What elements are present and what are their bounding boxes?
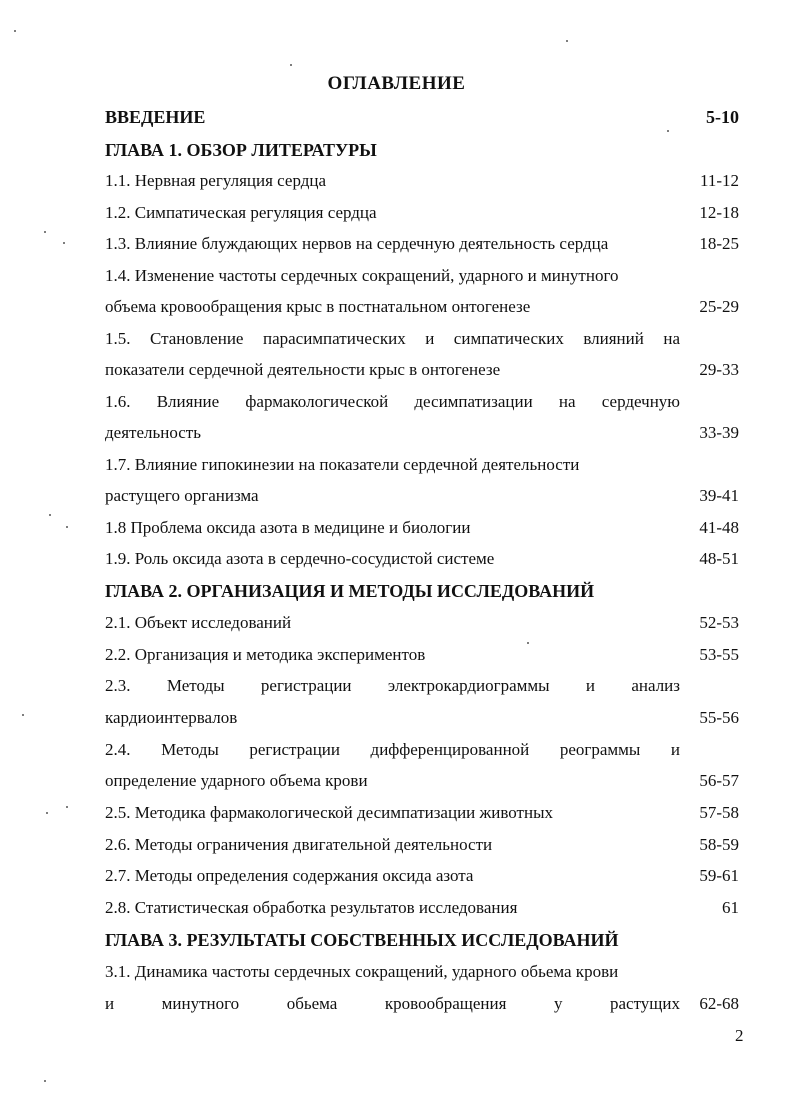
scan-speck: [44, 231, 46, 233]
toc-entry-page: 12-18: [699, 203, 739, 222]
toc-entry-text: 2.2. Организация и методика экспериментов: [105, 645, 426, 664]
toc-entry-page: 11-12: [699, 171, 739, 190]
scan-speck: [566, 40, 568, 42]
toc-entry-page: 18-25: [699, 234, 739, 253]
toc-entry: [105, 294, 739, 320]
toc-entry-page: 5-10: [706, 107, 739, 127]
toc-entry: [105, 168, 739, 194]
toc-entry: [105, 231, 739, 257]
toc-entry-text: и минутного обьема кровообращения у растущих: [105, 994, 680, 1013]
scan-speck: [667, 130, 669, 132]
toc-entry-text: 1.7. Влияние гипокинезии на показатели сердечной деятельности: [105, 455, 580, 474]
toc-entry: [105, 420, 739, 446]
scan-speck: [14, 30, 16, 32]
toc-heading: [105, 927, 739, 953]
toc-entry-text: ВВЕДЕНИЕ: [105, 107, 206, 127]
toc-entry: [105, 642, 739, 668]
scan-speck: [49, 514, 51, 516]
toc-entry: [105, 610, 739, 636]
toc-entry-page: 48-51: [699, 549, 739, 568]
toc-heading: [105, 104, 739, 130]
toc-entry: [105, 895, 739, 921]
toc-entry-page: 33-39: [699, 423, 739, 442]
toc-entry-text: 2.8. Статистическая обработка результатов исследования: [105, 898, 518, 917]
toc-entry: [105, 546, 739, 572]
toc-entry-page: 56-57: [699, 771, 739, 790]
toc-entry: [105, 768, 739, 794]
scan-speck: [44, 1080, 46, 1082]
toc-entry-text: ГЛАВА 3. РЕЗУЛЬТАТЫ СОБСТВЕННЫХ ИССЛЕДОВАНИЙ: [105, 930, 619, 950]
toc-entry: [105, 326, 739, 352]
toc-entry: [105, 200, 739, 226]
toc-entry: [105, 959, 739, 985]
toc-entry-text: растущего организма: [105, 486, 259, 505]
toc-entry-page: 55-56: [699, 708, 739, 727]
toc-entry: [105, 800, 739, 826]
toc-entry-text: показатели сердечной деятельности крыс в онтогенезе: [105, 360, 501, 379]
page-number: 2: [735, 1026, 744, 1045]
toc-entry: [105, 737, 739, 763]
toc-entry-text: 2.3. Методы регистрации электрокардиограммы и анализ: [105, 676, 680, 695]
scan-speck: [66, 526, 68, 528]
toc-entry-page: 62-68: [699, 994, 739, 1013]
toc-entry-page: 57-58: [699, 803, 739, 822]
toc-entry: [105, 863, 739, 889]
toc-entry-text: 2.1. Объект исследований: [105, 613, 292, 632]
toc-entry-page: 61: [722, 898, 739, 917]
scan-speck: [22, 714, 24, 716]
toc-entry: [105, 832, 739, 858]
scan-speck: [63, 242, 65, 244]
toc-entry-text: 1.9. Роль оксида азота в сердечно-сосудистой системе: [105, 549, 495, 568]
toc-entry-page: 39-41: [699, 486, 739, 505]
toc-entry-page: 58-59: [699, 835, 739, 854]
toc-entry-text: 2.5. Методика фармакологической десимпатизации животных: [105, 803, 554, 822]
toc-entry-text: 3.1. Динамика частоты сердечных сокращений, ударного обьема крови: [105, 962, 619, 981]
toc-entry: [105, 515, 739, 541]
toc-entry-text: кардиоинтервалов: [105, 708, 238, 727]
toc-entry: [105, 357, 739, 383]
toc-entry-text: 1.6. Влияние фармакологической десимпатизации на сердечную: [105, 392, 680, 411]
toc-entry: [105, 263, 739, 289]
toc-entry-page: 29-33: [699, 360, 739, 379]
toc-entry-text: объема кровообращения крыс в постнатальном онтогенезе: [105, 297, 531, 316]
toc-heading: [105, 578, 739, 604]
toc-entry-text: 2.6. Методы ограничения двигательной деятельности: [105, 835, 493, 854]
page-title: ОГЛАВЛЕНИЕ: [327, 73, 466, 94]
scan-speck: [46, 812, 48, 814]
toc-entry-page: 25-29: [699, 297, 739, 316]
toc-entry: [105, 991, 739, 1017]
toc-entry-text: 1.8 Проблема оксида азота в медицине и биологии: [105, 518, 471, 537]
toc-entry-text: 1.4. Изменение частоты сердечных сокращений, ударного и минутного: [105, 266, 619, 285]
toc-entry: [105, 389, 739, 415]
scan-speck: [527, 642, 529, 644]
toc-entry-page: 41-48: [699, 518, 739, 537]
toc-entry-text: ГЛАВА 1. ОБЗОР ЛИТЕРАТУРЫ: [105, 140, 377, 160]
toc-entry-page: 53-55: [699, 645, 739, 664]
toc-entry-page: 59-61: [699, 866, 739, 885]
toc-entry-text: 1.3. Влияние блуждающих нервов на сердечную деятельность сердца: [105, 234, 609, 253]
scan-speck: [290, 64, 292, 66]
toc-entry-text: деятельность: [105, 423, 201, 442]
toc-entry-text: 1.5. Становление парасимпатических и симпатических влияний на: [105, 329, 680, 348]
toc-entry-text: 1.2. Симпатическая регуляция сердца: [105, 203, 377, 222]
toc-entry-text: 2.4. Методы регистрации дифференцированной реограммы и: [105, 740, 680, 759]
toc-entry-text: 1.1. Нервная регуляция сердца: [105, 171, 327, 190]
toc-entry: [105, 673, 739, 699]
scan-speck: [66, 806, 68, 808]
toc-entry-text: ГЛАВА 2. ОРГАНИЗАЦИЯ И МЕТОДЫ ИССЛЕДОВАНИЙ: [105, 581, 595, 601]
toc-entry-text: определение ударного объема крови: [105, 771, 368, 790]
toc-heading: [105, 137, 739, 163]
toc-entry: [105, 452, 739, 478]
toc-entry-text: 2.7. Методы определения содержания оксида азота: [105, 866, 474, 885]
toc-entry-page: 52-53: [699, 613, 739, 632]
toc-entry: [105, 705, 739, 731]
toc-entry: [105, 483, 739, 509]
